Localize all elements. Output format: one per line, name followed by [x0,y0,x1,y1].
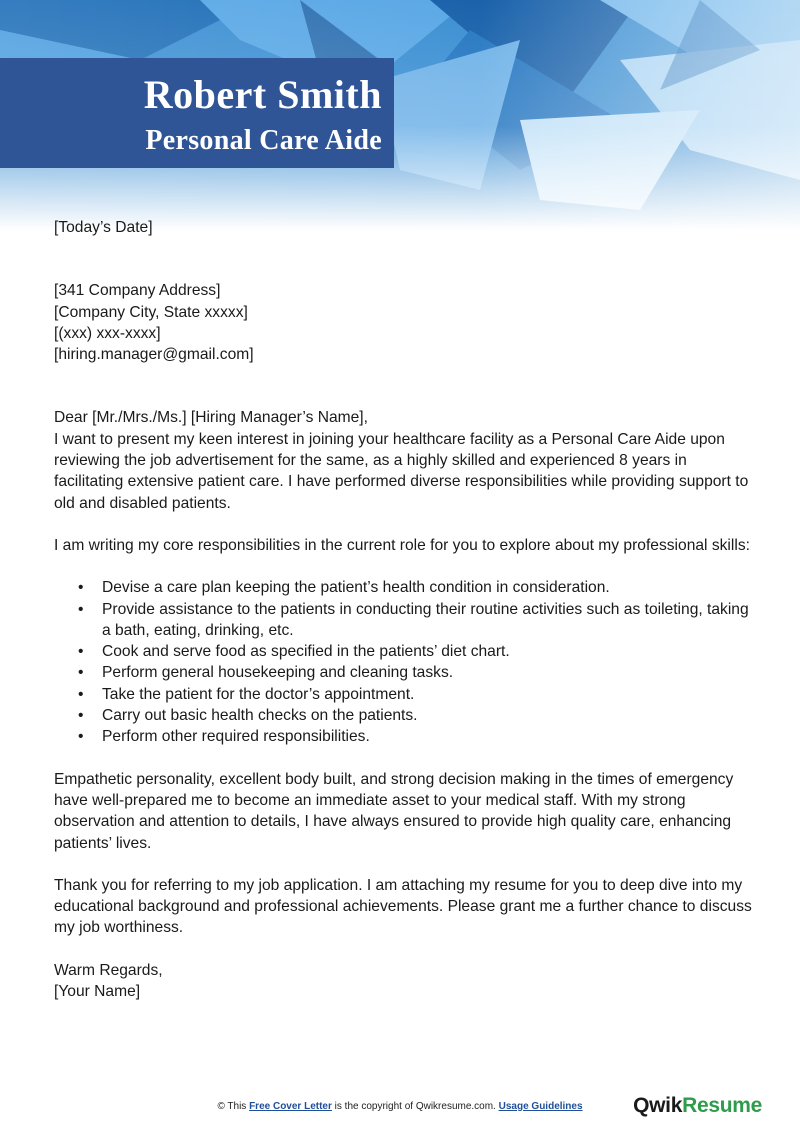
list-item: • Take the patient for the doctor’s appointment. [54,684,754,705]
paragraph-qualities: Empathetic personality, excellent body built, and strong decision making in the times of emergency have well-prepared me to become an immediate asset to your medical staff. With my strong observation and attention to details, I have always ensured to provide high quality care, enhancing patients’ lives. [54,770,734,852]
name-banner [0,58,394,168]
logo-part-qwik: Qwik [633,1094,683,1117]
logo-part-resume: Resume [682,1094,762,1117]
paragraph-intro: I want to present my keen interest in joining your healthcare facility as a Personal Care Aide upon reviewing the job advertisement for the same, as a highly skilled and experienced 8 years in facilitating extensive patient care. I have performed diverse responsibilities while providing support to old and disabled patients. [54,430,749,512]
paragraph-closing: Thank you for referring to my job application. I am attaching my resume for you to deep dive into my educational background and professional achievements. Please grant me a further chance to discuss my job worthiness. [54,876,752,937]
paragraph-responsibilities: I am writing my core responsibilities in the current role for you to explore about my professional skills: [54,536,750,554]
applicant-name: Robert Smith [143,72,382,117]
responsibility-list [54,577,754,747]
salutation: Dear [Mr./Mrs./Ms.] [Hiring Manager’s Name], [54,409,368,427]
list-item: • Carry out basic health checks on the patients. [54,705,754,726]
footer-prefix: © This [217,1101,247,1112]
list-item: • Provide assistance to the patients in conducting their routine activities such as toileting, taking a bath, eating, drinking, etc. [54,599,754,642]
usage-guidelines-link[interactable]: Usage Guidelines [498,1101,583,1112]
list-item: • Cook and serve food as specified in the patients’ diet chart. [54,641,754,662]
recipient-city: [Company City, State xxxxx] [54,303,248,321]
date: [Today’s Date] [54,219,153,236]
free-cover-letter-link[interactable]: Free Cover Letter [249,1101,332,1112]
signature-name: [Your Name] [54,983,141,1001]
qwikresume-logo[interactable] [633,1094,762,1118]
job-title: Personal Care Aide [145,125,382,156]
recipient-email: [hiring.manager@gmail.com] [54,346,254,364]
footer-middle: is the copyright of Qwikresume.com. [334,1101,496,1112]
sign-off: Warm Regards, [54,961,163,979]
recipient-phone: [(xxx) xxx-xxxx] [54,324,161,342]
letter-body [54,217,754,1002]
list-item: • Perform general housekeeping and cleaning tasks. [54,662,754,683]
recipient-address: [341 Company Address] [54,282,221,300]
list-item: • Devise a care plan keeping the patient’s health condition in consideration. [54,577,754,598]
list-item: • Perform other required responsibilities. [54,726,754,747]
